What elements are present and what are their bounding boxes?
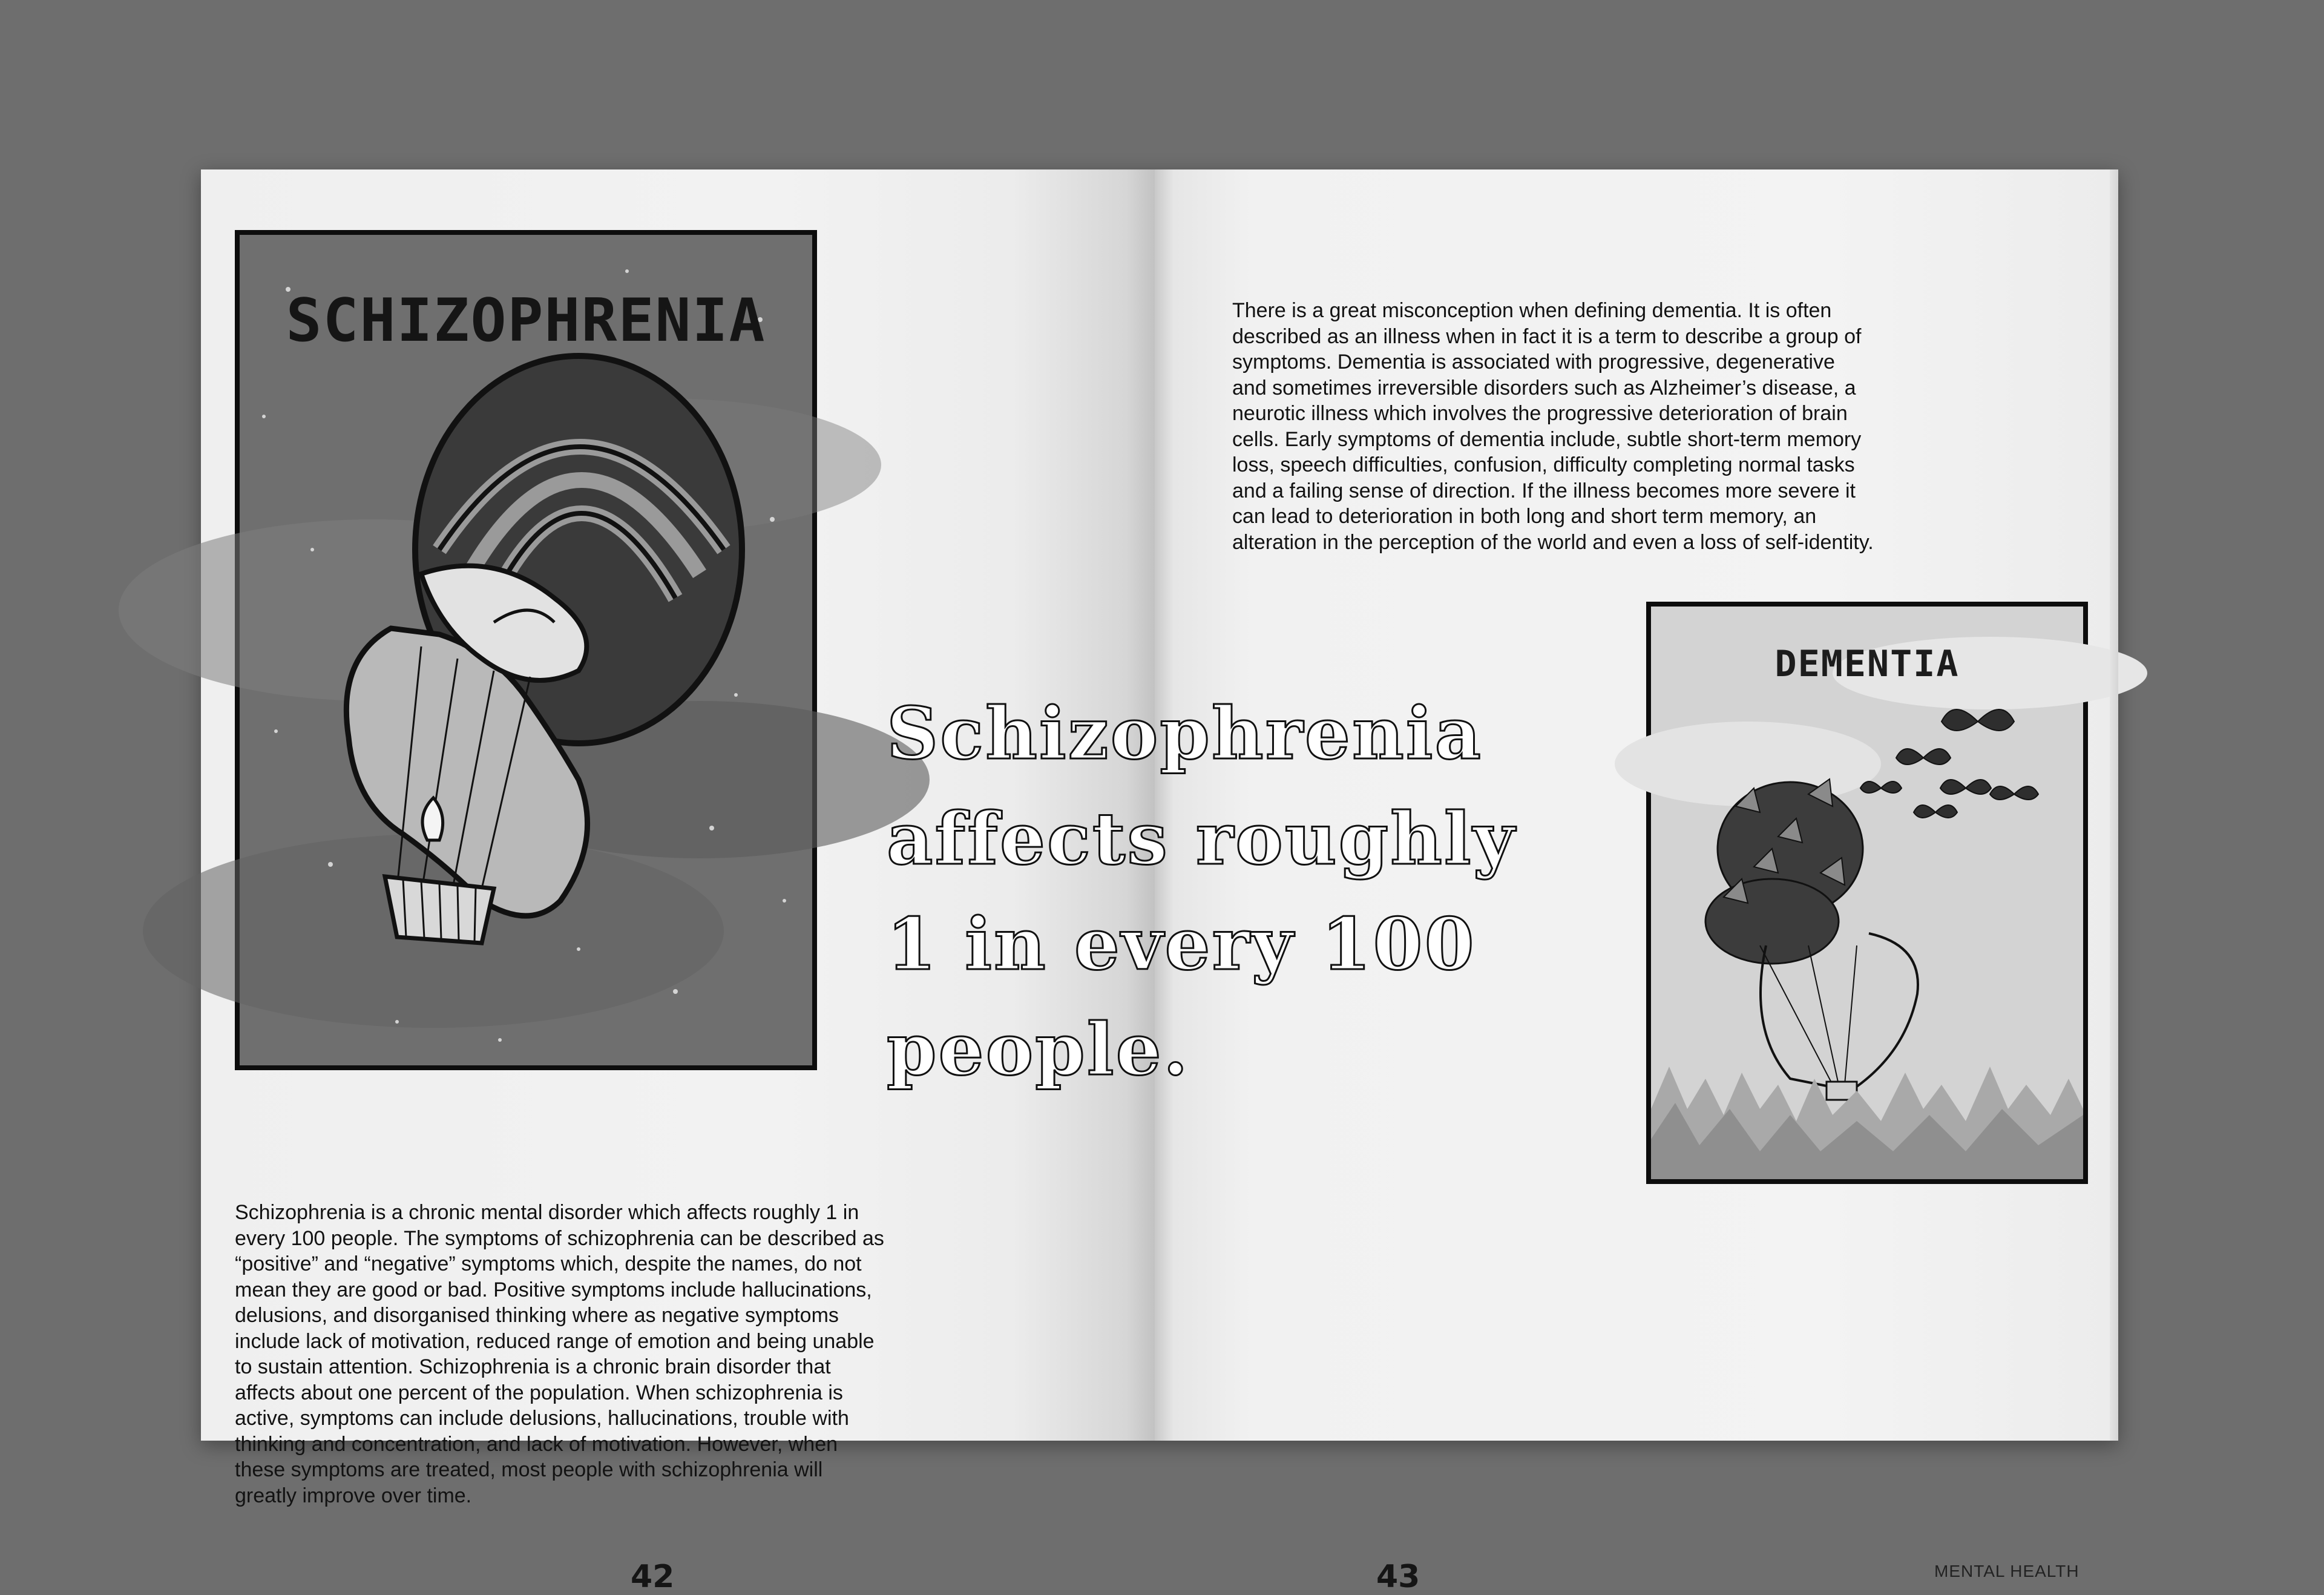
butterfly-balloon-illustration [1651, 607, 2083, 1179]
dementia-body-text: There is a great misconception when defining dementia. It is often described as an illness when in fact it is a term to describe a group of symptoms. Dementia is associated with progressive, degenerative and sometimes irreversible disorders such as Alzheimer’s disease, a neurotic illness which involves the progressive deterioration of brain cells. Early symptoms of dementia include, subtle short-term memory loss, speech difficulties, confusion, difficulty completing normal tasks and a failing sense of direction. If the illness becomes more severe it can lead to deterioration in both long and short term memory, an alteration in the perception of the world and even a loss of self-identity. [1232, 299, 1874, 554]
pull-quote: Schizophrenia affects roughly 1 in every 100 people. [887, 691, 1517, 1091]
page-number-42: 42 [631, 1559, 675, 1595]
running-head: MENTAL HEALTH [1934, 1562, 2079, 1580]
poster-title-art: DEMENTIA [1774, 643, 1960, 685]
poster-title-art: SCHIZOPHRENIA [286, 286, 766, 355]
page-number-43: 43 [1376, 1559, 1420, 1595]
hot-air-balloon-illustration [240, 235, 812, 1065]
dementia-poster [1646, 602, 2088, 1184]
schizophrenia-body-text: Schizophrenia is a chronic mental disorder which affects roughly 1 in every 100 people. The symptoms of schizophrenia can be described as “positive” and “negative” symptoms which, despite the names, do not mean they are good or bad. Positive symptoms include hallucinations, delusions, and disorganised thinking where as negative symptoms include lack of motivation, reduced range of emotion and being unable to sustain attention. Schizophrenia is a chronic brain disorder that affects about one percent of the population. When schizophrenia is active, symptoms can include delusions, hallucinations, trouble with thinking and concentration, and lack of motivation. However, when these symptoms are treated, most people with schizophrenia will greatly improve over time. [235, 1201, 884, 1507]
schizophrenia-poster [235, 230, 817, 1070]
